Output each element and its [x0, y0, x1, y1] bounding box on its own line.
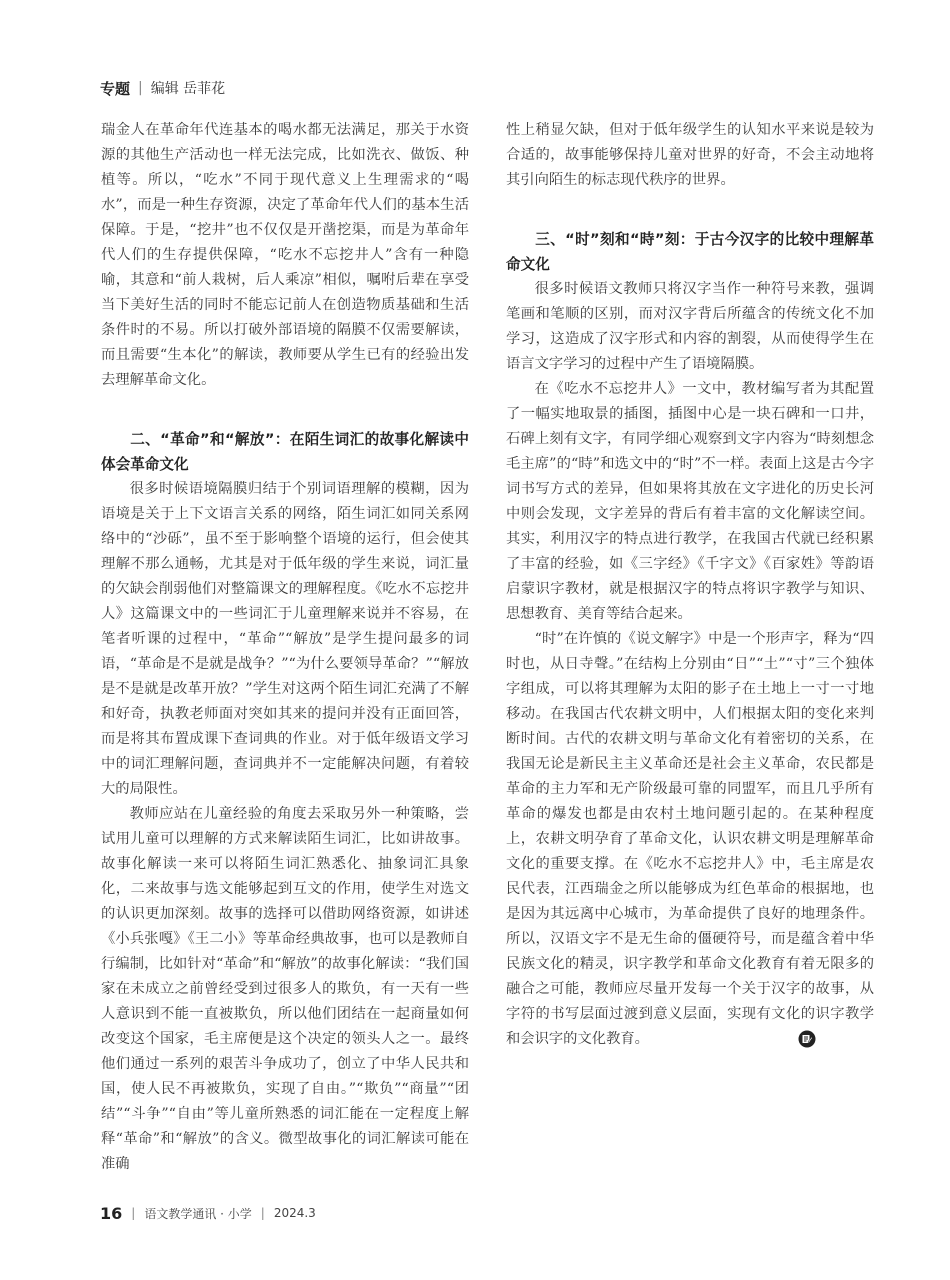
footer-separator: | — [131, 1206, 136, 1220]
header-separator: | — [138, 80, 143, 96]
section-label: 专题 — [100, 79, 131, 98]
left-column — [101, 118, 469, 1177]
paragraph: 很多时候语境隔膜归结于个别词语理解的模糊，因为语境是关于上下文语言关系的网络，陌生词汇如同关系网络中的“沙砾”，虽不至于影响整个语境的运行，但会使其理解不那么通畅，尤其是对于低年级的学生来说，词汇量的欠缺会削弱他们对整篇课文的理解程度。《吃水不忘挖井人》这篇课文中的一些词汇于儿童理解来说并不容易，在笔者听课的过程中，“革命”“解放”是学生提问最多的词语，“革命是不是就是战争？”“为什么要领导革命？”“解放是不是就是改革开放？”学生对这两个陌生词汇充满了不解和好奇，执教老师面对突如其来的提问并没有正面回答，而是将其布置成课下查词典的作业。对于低年级语文学习中的词汇理解问题，查词典并不一定能解决问题，有着较大的局限性。 — [101, 481, 469, 797]
paragraph: 瑞金人在革命年代连基本的喝水都无法满足，那关于水资源的其他生产活动也一样无法完成，比如洗衣、做饭、种植等。所以，“吃水”不同于现代意义上生理需求的“喝水”，而是一种生存资源，决定了革命年代人们的基本生活保障。于是，“挖井”也不仅仅是开凿挖渠，而是为革命年代人们的生存提供保障，“吃水不忘挖井人”含有一种隐喻，其意和“前人栽树，后人乘凉”相似，嘱咐后辈在享受当下美好生活的同时不能忘记前人在创造物质基础和生活条件时的不易。所以打破外部语境的隔膜不仅需要解读，而且需要“生本化”的解读，教师要从学生已有的经验出发去理解革命文化。 — [101, 122, 469, 388]
paragraph: 很多时候语文教师只将汉字当作一种符号来教，强调笔画和笔顺的区别，而对汉字背后所蕴含的传统文化不加学习，这造成了汉字形式和内容的割裂，从而使得学生在语言文字学习的过程中产生了语境隔膜。 — [506, 281, 874, 372]
footer-separator: | — [260, 1206, 265, 1220]
page-number: 16 — [100, 1203, 123, 1223]
paragraph-text: “时”在许慎的《说文解字》中是一个形声字，释为“四时也，从日寺聲。”在结构上分别由“日”“土”“寸”三个独体字组成，可以将其理解为太阳的影子在土地上一寸一寸地移动。在我国古代农耕文明中，人们根据太阳的变化来判断时间。古代的农耕文明与革命文化有着密切的关系，在我国无论是新民主主义革命还是社会主义革命，农民都是革命的主力军和无产阶级最可靠的同盟军，而且几乎所有革命的爆发也都是由农村土地问题引起的。在某种程度上，农耕文明孕育了革命文化，认识农耕文明是理解革命文化的重要支撑。在《吃水不忘挖井人》中，毛主席是农民代表，江西瑞金之所以能够成为红色革命的根据地，也是因为其远离中心城市，为革命提供了良好的地理条件。所以，汉语文字不是无生命的僵硬符号，而是蕴含着中华民族文化的精灵，识字教学和革命文化教育有着无限多的融合之可能，教师应尽量开发每一个关于汉字的故事，从字符的书写层面过渡到意义层面，实现有文化的识字教学和会识字的文化教育。 — [506, 631, 874, 1047]
section-heading-3: 三、“时”刻和“時”刻：于古今汉字的比较中理解革命文化 — [506, 231, 874, 273]
paragraph: 教师应站在儿童经验的角度去采取另外一种策略，尝试用儿童可以理解的方式来解读陌生词汇，比如讲故事。故事化解读一来可以将陌生词汇熟悉化、抽象词汇具象化，二来故事与选文能够起到互文的作用，使学生对选文的认识更加深刻。故事的选择可以借助网络资源，如讲述《小兵张嘎》《王二小》等革命经典故事，也可以是教师自行编制，比如针对“革命”和“解放”的故事化解读：“我们国家在未成立之前曾经受到过很多人的欺负，有一天有一些人意识到不能一直被欺负，所以他们团结在一起商量如何改变这个国家，毛主席便是这个决定的领头人之一。最终他们通过一系列的艰苦斗争成功了，创立了中华人民共和国，使人民不再被欺负，实现了自由。”“欺负”“商量”“团结”“斗争”“自由”等儿童所熟悉的词汇能在一定程度上解释“革命”和“解放”的含义。微型故事化的词汇解读可能在准确 — [101, 806, 469, 1172]
paragraph: 性上稍显欠缺，但对于低年级学生的认知水平来说是较为合适的，故事能够保持儿童对世界的好奇，不会主动地将其引向陌生的标志现代秩序的世界。 — [506, 122, 874, 188]
paragraph: 在《吃水不忘挖井人》一文中，教材编写者为其配置了一幅实地取景的插图，插图中心是一块石碑和一口井，石碑上刻有文字，有同学细心观察到文字内容为“時刻想念毛主席”的“時”和选文中的“时”不一样。表面上这是古今字词书写方式的差异，但如果将其放在文字进化的历史长河中则会发现，文字差异的背后有着丰富的文化解读空间。其实，利用汉字的特点进行教学，在我国古代就已经积累了丰富的经验，如《三字经》《千字文》《百家姓》等韵语启蒙识字教材，就是根据汉字的特点将识字教学与知识、思想教育、美育等结合起来。 — [506, 381, 874, 622]
editor-credit: 编辑 岳菲花 — [150, 81, 226, 97]
article-end-logo-icon — [769, 1030, 787, 1048]
right-column — [506, 118, 874, 1052]
running-header — [100, 78, 225, 98]
paragraph-last — [506, 627, 874, 1052]
section-heading-2: 二、“革命”和“解放”：在陌生词汇的故事化解读中体会革命文化 — [101, 431, 469, 473]
journal-name: 语文教学通讯 · 小学 — [144, 1206, 252, 1221]
running-footer — [100, 1203, 316, 1223]
issue-number: 2024.3 — [273, 1206, 316, 1220]
